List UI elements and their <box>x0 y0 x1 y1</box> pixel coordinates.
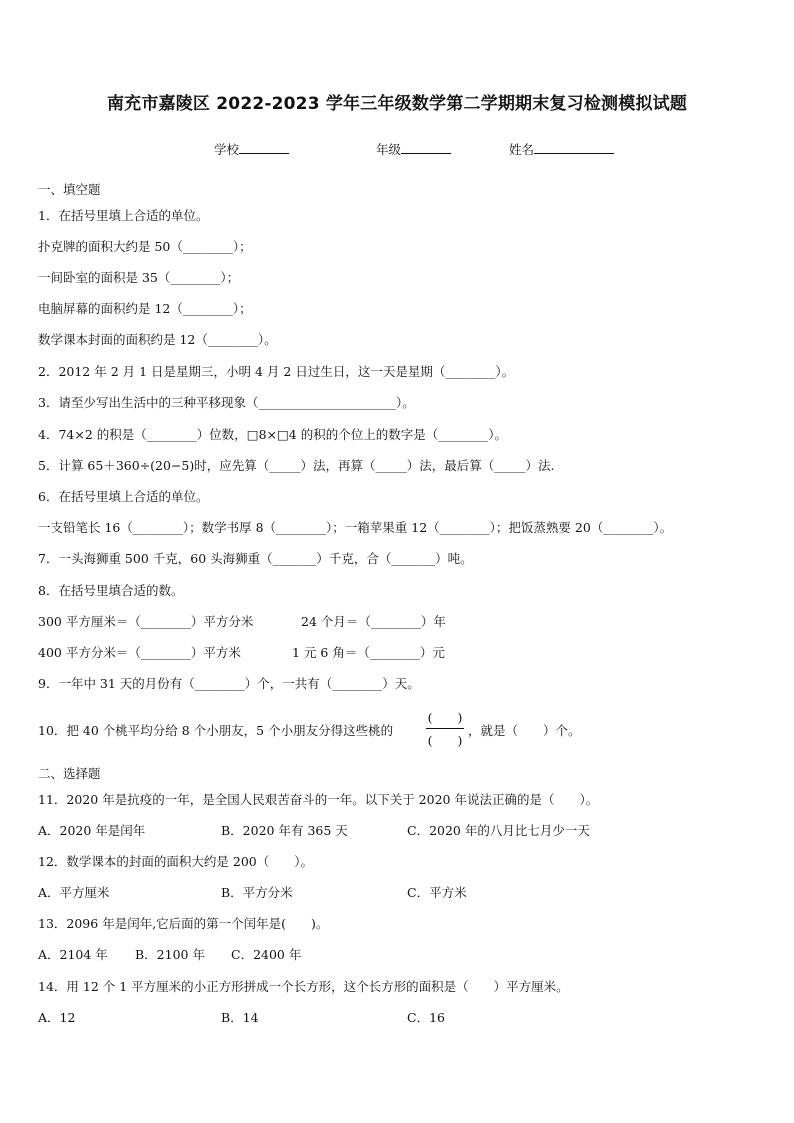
option-12b[interactable]: B．平方分米 <box>221 885 293 900</box>
question-2: 2．2012 年 2 月 1 日是星期三，小明 4 月 2 日过生日，这一天是星期（________）。 <box>38 364 515 379</box>
question-11: 11．2020 年是抗疫的一年，是全国人民艰苦奋斗的一年。以下关于 2020 年说法正确的是（ ）。 <box>38 792 599 807</box>
section-heading-multiple-choice: 二、选择题 <box>38 766 101 781</box>
section-heading-fill-blank: 一、填空题 <box>38 182 101 197</box>
option-14a[interactable]: A．12 <box>38 1010 76 1025</box>
question-1d: 数学课本封面的面积约是 12（________）。 <box>38 332 277 347</box>
question-7: 7．一头海狮重 500 千克，60 头海狮重（_______）千克，合（_______）吨。 <box>38 551 473 566</box>
question-8a: 300 平方厘米＝（________）平方分米 <box>38 614 254 629</box>
option-11c[interactable]: C．2020 年的八月比七月少一天 <box>407 823 590 838</box>
question-8d: 1 元 6 角＝（________）元 <box>292 645 445 660</box>
question-5: 5．计算 65＋360÷(20−5)时，应先算（_____）法，再算（_____）法，最后算（_____）法. <box>38 458 555 473</box>
fraction-numerator-blank[interactable]: ( ) <box>427 710 463 725</box>
question-10-text: 10．把 40 个桃平均分给 8 个小朋友，5 个小朋友分得这些桃的 <box>38 723 394 738</box>
option-11a[interactable]: A．2020 年是闰年 <box>38 823 146 838</box>
option-12c[interactable]: C．平方米 <box>407 885 467 900</box>
question-1b: 一间卧室的面积是 35（________）； <box>38 270 240 285</box>
question-13: 13．2096 年是闰年,它后面的第一个闰年是( )。 <box>38 916 329 931</box>
option-11b[interactable]: B．2020 年有 365 天 <box>221 823 348 838</box>
question-9: 9．一年中 31 天的月份有（________）个，一共有（________）天。 <box>38 676 420 691</box>
page-title: 南充市嘉陵区 2022-2023 学年三年级数学第二学期期末复习检测模拟试题 <box>106 94 688 114</box>
option-13b[interactable]: B．2100 年 <box>135 947 205 962</box>
question-3: 3．请至少写出生活中的三种平移现象（______________________）。 <box>38 395 415 410</box>
school-field <box>214 139 289 158</box>
question-6: 6．在括号里填上合适的单位。 <box>38 489 209 504</box>
option-12a[interactable]: A．平方厘米 <box>38 885 110 900</box>
question-8: 8．在括号里填合适的数。 <box>38 583 184 598</box>
name-blank[interactable] <box>534 139 614 154</box>
question-12: 12．数学课本的封面的面积大约是 200（ ）。 <box>38 854 313 869</box>
fraction-blank <box>424 707 466 751</box>
question-1c: 电脑屏幕的面积约是 12（________）； <box>38 301 252 316</box>
grade-label: 年级 <box>376 142 402 157</box>
grade-blank[interactable] <box>401 139 451 154</box>
option-14c[interactable]: C．16 <box>407 1010 445 1025</box>
school-blank[interactable] <box>239 139 289 154</box>
fraction-bar <box>426 728 464 729</box>
option-13a[interactable]: A．2104 年 <box>38 947 108 962</box>
question-4: 4．74×2 的积是（________）位数，□8×□4 的积的个位上的数字是（________）。 <box>38 427 507 442</box>
question-14: 14．用 12 个 1 平方厘米的小正方形拼成一个长方形，这个长方形的面积是（ ）平方厘米。 <box>38 979 569 994</box>
question-8c: 400 平方分米＝（________）平方米 <box>38 645 241 660</box>
grade-field <box>376 139 451 158</box>
question-8b: 24 个月＝（________）年 <box>301 614 446 629</box>
question-6a: 一支铅笔长 16（________）；数学书厚 8（________）；一箱苹果重 12（________）；把饭蒸熟要 20（________）。 <box>38 520 673 535</box>
name-label: 姓名 <box>509 142 535 157</box>
question-1a: 扑克牌的面积大约是 50（________）； <box>38 239 252 254</box>
fraction-denominator-blank[interactable]: ( ) <box>427 733 463 748</box>
option-14b[interactable]: B．14 <box>221 1010 259 1025</box>
question-1: 1．在括号里填上合适的单位。 <box>38 208 209 223</box>
school-label: 学校 <box>214 142 240 157</box>
name-field <box>509 139 614 158</box>
option-13c[interactable]: C．2400 年 <box>231 947 302 962</box>
question-10-tail: ，就是（ ）个。 <box>468 723 581 738</box>
